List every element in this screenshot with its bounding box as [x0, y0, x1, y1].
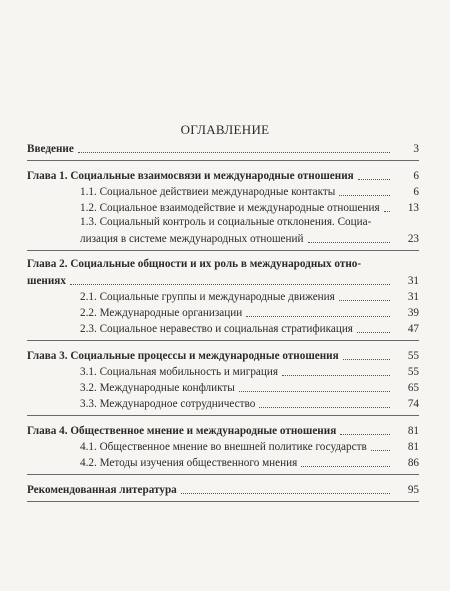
- dot-leader: [371, 450, 390, 451]
- toc-page-number: 74: [407, 398, 419, 410]
- divider: [27, 250, 419, 251]
- toc-page-number: 55: [407, 350, 419, 362]
- toc-section-1-1: [27, 183, 419, 199]
- toc-chapter-label: Глава 3. Социальные процессы и международные отношения: [27, 350, 339, 362]
- dot-leader: [70, 284, 390, 285]
- toc-page-number: 23: [407, 233, 419, 245]
- toc-page-number: 31: [407, 275, 419, 287]
- toc-section-label: 3.3. Международное сотрудничество: [80, 398, 256, 410]
- toc-section-label: 1.1. Социальное действиеи международные контакты: [80, 186, 336, 198]
- page-title: ОГЛАВЛЕНИЕ: [180, 122, 270, 137]
- toc-section-label: 4.1. Общественное мнение во внешней политике государств: [80, 441, 367, 453]
- toc-section-label: 3.2. Международные конфликты: [80, 382, 235, 394]
- toc-page-number: 6: [413, 170, 419, 182]
- dot-leader: [339, 195, 390, 196]
- dot-leader: [308, 242, 391, 243]
- divider: [27, 340, 419, 341]
- toc-entry-intro: [27, 140, 419, 156]
- toc-page-number: 47: [407, 323, 419, 335]
- toc-entry-literature: [27, 481, 419, 497]
- toc-entry-label: Введение: [27, 143, 74, 155]
- toc-chapter-2-line1: Глава 2. Социальные общности и их роль в международных отно-: [27, 258, 362, 270]
- toc-section-3-3: [27, 395, 419, 411]
- toc-chapter-3: [27, 347, 419, 363]
- toc-section-label: 2.3. Социальное неравество и социальная стратификация: [80, 323, 353, 335]
- toc-page-number: 55: [407, 366, 419, 378]
- dot-leader: [78, 152, 390, 153]
- toc-page-number: 39: [407, 307, 419, 319]
- dot-leader: [357, 332, 390, 333]
- toc-chapter-label: Глава 1. Социальные взаимосвязи и международные отношения: [27, 170, 354, 182]
- toc-section-4-2: [27, 454, 419, 470]
- table-of-contents: [27, 140, 419, 508]
- divider: [27, 415, 419, 416]
- toc-page-number: 3: [413, 143, 419, 155]
- divider: [27, 160, 419, 161]
- toc-chapter-4: [27, 422, 419, 438]
- toc-section-3-2: [27, 379, 419, 395]
- dot-leader: [343, 359, 390, 360]
- toc-entry-label: Рекомендованная литература: [27, 484, 177, 496]
- toc-section-1-3: [27, 230, 419, 246]
- toc-chapter-2: [27, 272, 419, 288]
- toc-section-4-1: [27, 438, 419, 454]
- toc-page-number: 6: [413, 186, 419, 198]
- dot-leader: [259, 407, 390, 408]
- toc-chapter-label: Глава 4. Общественное мнение и международные отношения: [27, 425, 337, 437]
- toc-page-number: 81: [407, 425, 419, 437]
- toc-section-label: 4.2. Методы изучения общественного мнения: [80, 457, 298, 469]
- toc-section-3-1: [27, 363, 419, 379]
- toc-page-number: 86: [407, 457, 419, 469]
- toc-section-1-2: [27, 199, 419, 215]
- dot-leader: [282, 375, 390, 376]
- toc-section-2-3: [27, 320, 419, 336]
- dot-leader: [340, 434, 390, 435]
- toc-section-label: 2.2. Международные организации: [80, 307, 243, 319]
- dot-leader: [246, 316, 390, 317]
- toc-section-label: 2.1. Социальные группы и международные движения: [80, 291, 335, 303]
- dot-leader: [301, 466, 390, 467]
- divider: [27, 474, 419, 475]
- dot-leader: [384, 211, 390, 212]
- dot-leader: [358, 179, 390, 180]
- toc-section-1-3-line1: 1.3. Социальный контроль и социальные отклонения. Социа-: [80, 216, 372, 228]
- dot-leader: [339, 300, 390, 301]
- toc-chapter-1: [27, 167, 419, 183]
- toc-section-label: лизация в системе международных отношений: [80, 233, 304, 245]
- toc-section-label: 3.1. Социальная мобильность и миграция: [80, 366, 279, 378]
- toc-section-2-1: [27, 288, 419, 304]
- dot-leader: [181, 493, 390, 494]
- divider: [27, 501, 419, 502]
- toc-section-label: 1.2. Социальное взаимодействие и международные отношения: [80, 202, 380, 214]
- toc-section-2-2: [27, 304, 419, 320]
- toc-page-number: 13: [407, 202, 419, 214]
- dot-leader: [239, 391, 390, 392]
- toc-page-number: 81: [407, 441, 419, 453]
- toc-page-number: 31: [407, 291, 419, 303]
- toc-page-number: 95: [407, 484, 419, 496]
- toc-page-number: 65: [407, 382, 419, 394]
- toc-chapter-label: шениях: [27, 275, 66, 287]
